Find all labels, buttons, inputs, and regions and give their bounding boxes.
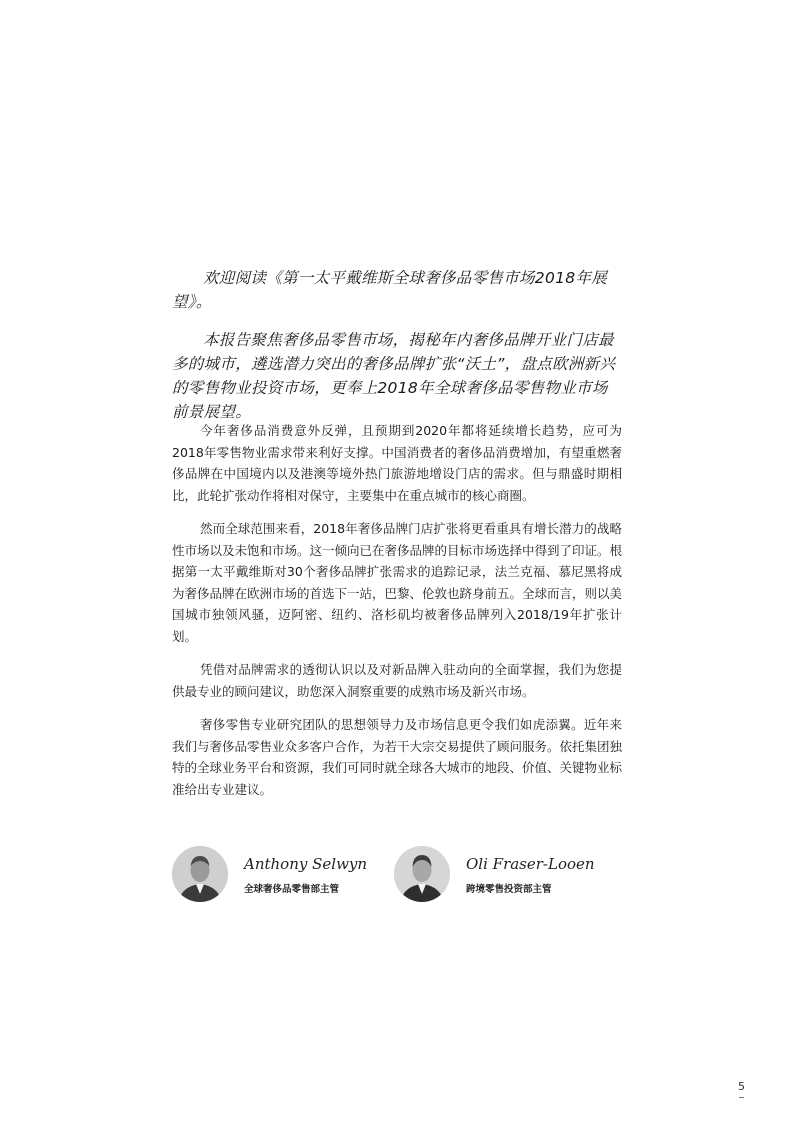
body-paragraph: 然而全球范围来看，2018年奢侈品牌门店扩张将更看重具有增长潜力的战略性市场以及未饱和市场。这一倾向已在奢侈品牌的目标市场选择中得到了印证。根据第一太平戴维斯对30个奢侈品牌扩张需求的追踪记录，法兰克福、慕尼黑将成为奢侈品牌在欧洲市场的首选下一站，巴黎、伦敦也跻身前五。全球而言，则以美国城市独领风骚，迈阿密、纽约、洛杉矶均被奢侈品牌列入2018/19年扩张计划。 xyxy=(172,521,623,644)
body-section xyxy=(172,420,622,812)
author-name: Oli Fraser-Looen xyxy=(466,855,595,873)
page-number xyxy=(738,1080,745,1098)
authors-section xyxy=(172,846,622,906)
author-role: 跨境零售投资部主管 xyxy=(466,884,552,895)
intro-paragraph: 欢迎阅读《第一太平戴维斯全球奢侈品零售市场2018年展望》。 xyxy=(172,269,608,311)
author-role: 全球奢侈品零售部主管 xyxy=(244,884,340,895)
body-paragraph: 今年奢侈品消费意外反弹，且预期到2020年都将延续增长趋势，应可为2018年零售物业需求带来利好支撑。中国消费者的奢侈品消费增加，有望重燃奢侈品牌在中国境内以及港澳等境外热门旅游地增设门店的需求。但与鼎盛时期相比，此轮扩张动作将相对保守，主要集中在重点城市的核心商圈。 xyxy=(172,423,622,503)
portrait-icon xyxy=(394,846,450,902)
intro-paragraph: 本报告聚焦奢侈品零售市场，揭秘年内奢侈品牌开业门店最多的城市，遴选潜力突出的奢侈品牌扩张“沃土”，盘点欧洲新兴的零售物业投资市场，更奉上2018年全球奢侈品零售物业市场前景展望。 xyxy=(172,331,616,421)
intro-section xyxy=(172,266,622,438)
page-number-text: 5 xyxy=(738,1080,745,1093)
avatar xyxy=(172,846,228,902)
author-name: Anthony Selwyn xyxy=(244,855,368,873)
body-paragraph: 凭借对品牌需求的透彻认识以及对新品牌入驻动向的全面掌握，我们为您提供最专业的顾问建议，助您深入洞察重要的成熟市场及新兴市场。 xyxy=(172,662,622,699)
portrait-icon xyxy=(172,846,228,902)
avatar xyxy=(394,846,450,902)
page-number-dash xyxy=(739,1097,744,1098)
body-paragraph: 奢侈零售专业研究团队的思想领导力及市场信息更令我们如虎添翼。近年来我们与奢侈品零售业众多客户合作，为若干大宗交易提供了顾问服务。依托集团独特的全球业务平台和资源，我们可同时就全球各大城市的地段、价值、关键物业标准给出专业建议。 xyxy=(172,717,623,797)
